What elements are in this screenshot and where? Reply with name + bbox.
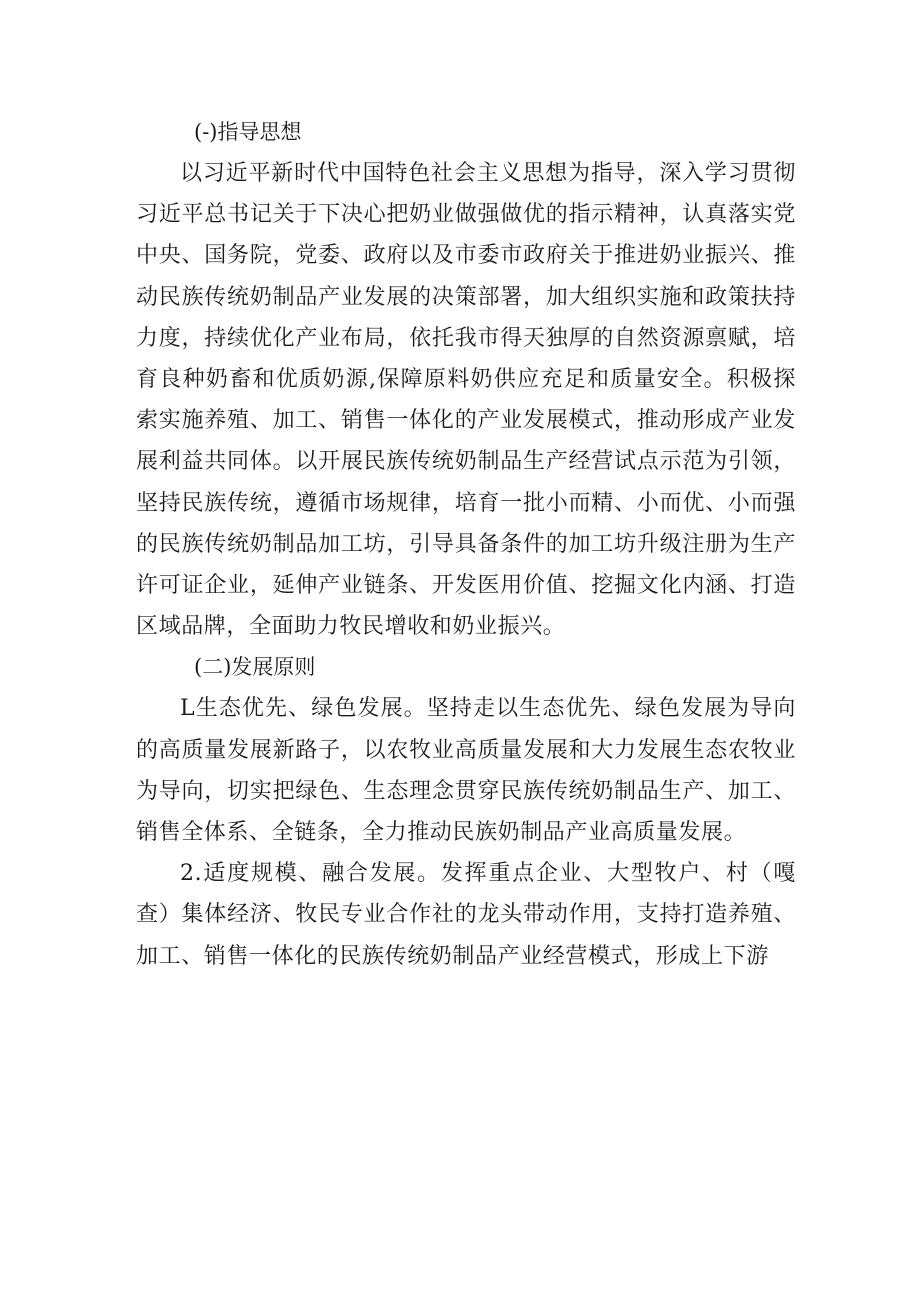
paragraph-guiding-ideology: 以习近平新时代中国特色社会主义思想为指导，深入学习贯彻习近平总书记关于下决心把奶业做强做优的指示精神，认真落实党中央、国务院，党委、政府以及市委市政府关于推进奶业振兴、推动民族传统奶制品产业发展的决策部署，加大组织实施和政策扶持力度，持续优化产业布局，依托我市得天独厚的自然资源禀赋，培育良种奶畜和优质奶源,保障原料奶供应充足和质量安全。积极探索实施养殖、加工、销售一体化的产业发展模式，推动形成产业发展利益共同体。以开展民族传统奶制品生产经营试点示范为引领，坚持民族传统，遵循市场规律，培育一批小而精、小而优、小而强的民族传统奶制品加工坊，引导具备条件的加工坊升级注册为生产许可证企业，延伸产业链条、开发医用价值、挖掘文化内涵、打造区域品牌，全面助力牧民增收和奶业振兴。 bbox=[136, 161, 796, 640]
section-heading-development-principles: (二)发展原则 bbox=[194, 655, 316, 680]
document-body bbox=[136, 112, 796, 977]
paragraph-principle-ecology-first: L生态优先、绿色发展。坚持走以生态优先、绿色发展为导向的高质量发展新路子，以农牧业高质量发展和大力发展生态农牧业为导向，切实把绿色、生态理念贯穿民族传统奶制品生产、加工、销售全体系、全链条，全力推动民族奶制品产业高质量发展。 bbox=[136, 696, 796, 846]
paragraph-principle-moderate-scale: 2.适度规模、融合发展。发挥重点企业、大型牧户、村（嘎查）集体经济、牧民专业合作社的龙头带动作用，支持打造养殖、加工、销售一体化的民族传统奶制品产业经营模式，形成上下游 bbox=[136, 861, 796, 969]
section-heading-guiding-ideology: (-)指导思想 bbox=[194, 120, 302, 144]
